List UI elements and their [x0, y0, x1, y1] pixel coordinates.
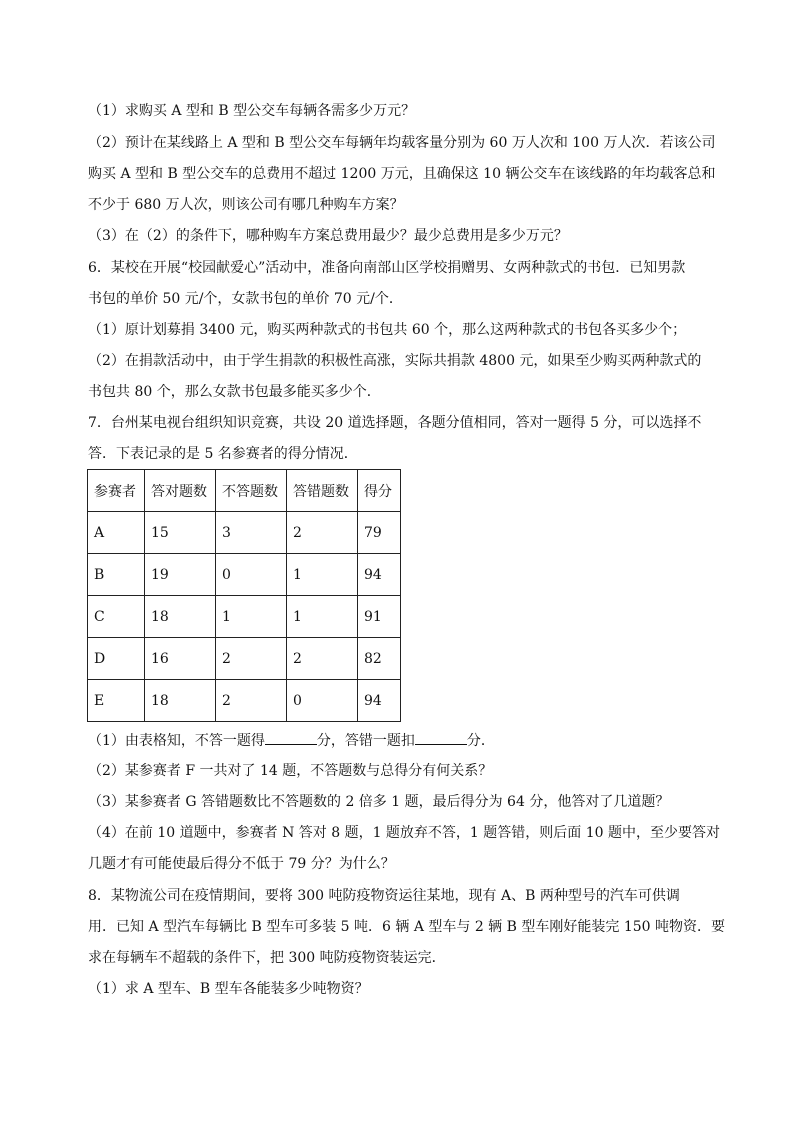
question-7-part-4-line-2: 几题才有可能使最后得分不低于 79 分？为什么？: [88, 856, 395, 872]
table-row: [88, 512, 401, 554]
question-6-stem-line-1: 6．某校在开展“校园献爱心”活动中，准备向南部山区学校捐赠男、女两种款式的书包．已知男款: [88, 260, 686, 276]
question-7-stem-line-1: 7．台州某电视台组织知识竞赛，共设 20 道选择题，各题分值相同，答对一题得 5 分，可以选择不: [88, 415, 702, 431]
q7-part1-text-c: 分．: [466, 733, 495, 749]
question-5-part-1: （1）求购买 A 型和 B 型公交车每辆各需多少万元？: [88, 103, 416, 119]
table-cell: A: [88, 512, 145, 554]
table-cell: 2: [216, 680, 287, 722]
table-header-cell: 答对题数: [145, 470, 216, 512]
table-cell: 91: [358, 596, 401, 638]
question-5-part-2-line-3: 不少于 680 万人次，则该公司有哪几种购车方案？: [88, 197, 404, 213]
table-cell: 2: [287, 638, 358, 680]
question-7-part-1: [88, 730, 495, 751]
table-header-cell: 参赛者: [88, 470, 145, 512]
table-cell: 94: [358, 554, 401, 596]
table-cell: 2: [216, 638, 287, 680]
answer-blank-2[interactable]: [415, 730, 467, 745]
table-cell: 1: [287, 554, 358, 596]
answer-blank-1[interactable]: [265, 730, 317, 745]
table-cell: 79: [358, 512, 401, 554]
question-8-stem-line-2: 用．已知 A 型汽车每辆比 B 型车可多装 5 吨．6 辆 A 型车与 2 辆 B 型车刚好能装完 150 吨物资．要: [88, 919, 725, 935]
question-6-part-1: （1）原计划募捐 3400 元，购买两种款式的书包共 60 个，那么这两种款式的书包各买多少个；: [88, 322, 687, 338]
question-6-stem-line-2: 书包的单价 50 元/个，女款书包的单价 70 元/个．: [88, 291, 403, 307]
question-5-part-2-line-2: 购买 A 型和 B 型公交车的总费用不超过 1200 万元，且确保这 10 辆公交车在该线路的年均载客总和: [88, 166, 716, 182]
table-row: [88, 596, 401, 638]
question-7-part-2: （2）某参赛者 F 一共对了 14 题，不答题数与总得分有何关系？: [88, 763, 493, 779]
question-6-part-2-line-2: 书包共 80 个，那么女款书包最多能买多少个．: [88, 384, 381, 400]
table-header-cell: 得分: [358, 470, 401, 512]
table-cell: 1: [287, 596, 358, 638]
table-header-cell: 不答题数: [216, 470, 287, 512]
table-cell: E: [88, 680, 145, 722]
question-8-stem-line-1: 8．某物流公司在疫情期间，要将 300 吨防疫物资运往某地，现有 A、B 两种型号的汽车可供调: [88, 888, 680, 904]
q7-part1-text-b: 分，答错一题扣: [316, 733, 415, 749]
question-5-part-2-line-1: （2）预计在某线路上 A 型和 B 型公交车每辆年均载客量分别为 60 万人次和 100 万人次．若该公司: [88, 135, 716, 151]
table-header-row: [88, 470, 401, 512]
question-8-part-1: （1）求 A 型车、B 型车各能装多少吨物资？: [88, 981, 369, 997]
question-5-part-3: （3）在（2）的条件下，哪种购车方案总费用最少？最少总费用是多少万元？: [88, 228, 568, 244]
table-cell: 19: [145, 554, 216, 596]
q7-part1-text-a: （1）由表格知，不答一题得: [88, 733, 265, 749]
table-cell: 2: [287, 512, 358, 554]
table-cell: 0: [287, 680, 358, 722]
score-table: [87, 469, 401, 722]
table-cell: B: [88, 554, 145, 596]
table-cell: D: [88, 638, 145, 680]
question-7-stem-line-2: 答．下表记录的是 5 名参赛者的得分情况．: [88, 446, 358, 462]
table-header-cell: 答错题数: [287, 470, 358, 512]
table-cell: 1: [216, 596, 287, 638]
table-row: [88, 638, 401, 680]
table-cell: 94: [358, 680, 401, 722]
question-7-part-3: （3）某参赛者 G 答错题数比不答题数的 2 倍多 1 题，最后得分为 64 分，他答对了几道题？: [88, 794, 670, 810]
question-6-part-2-line-1: （2）在捐款活动中，由于学生捐款的积极性高涨，实际共捐款 4800 元，如果至少购买两种款式的: [88, 353, 702, 369]
question-7-part-4-line-1: （4）在前 10 道题中，参赛者 N 答对 8 题，1 题放弃不答，1 题答错，则后面 10 题中，至少要答对: [88, 825, 721, 841]
table-cell: 18: [145, 596, 216, 638]
table-row: [88, 680, 401, 722]
table-cell: 0: [216, 554, 287, 596]
table-cell: 3: [216, 512, 287, 554]
question-8-stem-line-3: 求在每辆车不超载的条件下，把 300 吨防疫物资装运完．: [88, 950, 446, 966]
table-cell: 15: [145, 512, 216, 554]
table-cell: C: [88, 596, 145, 638]
table-row: [88, 554, 401, 596]
table-cell: 18: [145, 680, 216, 722]
table-cell: 16: [145, 638, 216, 680]
table-cell: 82: [358, 638, 401, 680]
